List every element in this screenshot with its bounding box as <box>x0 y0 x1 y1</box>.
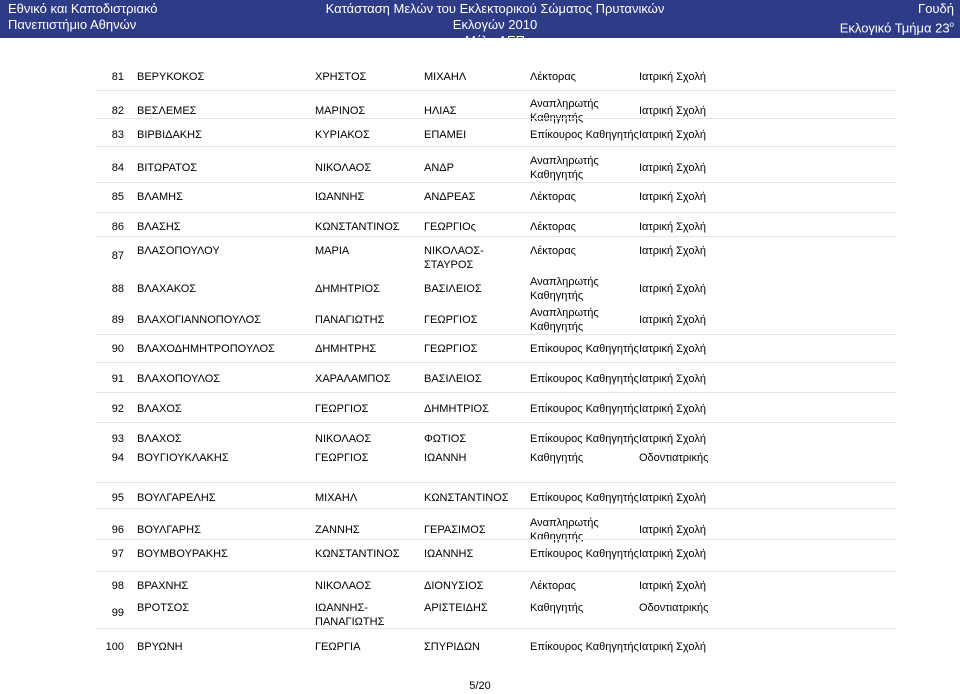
first-name: ΚΩΝΣΤΑΝΤΙΝΟΣ <box>315 221 400 233</box>
father-name: ΣΠΥΡΙΔΩΝ <box>424 641 480 653</box>
last-name: ΒΡΑΧΝΗΣ <box>137 580 189 592</box>
polling-section-ordinal: ο <box>949 20 954 29</box>
row-number: 86 <box>111 221 124 233</box>
last-name: ΒΟΥΜΒΟΥΡΑΚΗΣ <box>137 548 228 560</box>
first-name: ΚΥΡΙΑΚΟΣ <box>315 129 370 141</box>
university-name <box>8 1 158 33</box>
row-divider <box>96 482 896 483</box>
school: Ιατρική Σχολή <box>639 245 706 257</box>
row-divider <box>96 182 896 183</box>
row-number: 87 <box>111 250 124 262</box>
school: Ιατρική Σχολή <box>639 548 706 560</box>
rank: Καθηγητής <box>530 452 584 464</box>
father-name: ΜΙΧΑΗΛ <box>424 71 467 83</box>
row-number: 96 <box>111 524 124 536</box>
row-number: 97 <box>111 548 124 560</box>
document-title-line2: Μέλη ΔΕΠ <box>465 33 525 48</box>
page-number: 5/20 <box>469 680 491 692</box>
first-name: ΜΙΧΑΗΛ <box>315 492 358 504</box>
rank: Λέκτορας <box>530 191 576 203</box>
university-name-line2: Πανεπιστήμιο Αθηνών <box>8 17 137 32</box>
school: Ιατρική Σχολή <box>639 71 706 83</box>
page-header <box>0 0 960 48</box>
last-name: ΒΕΡΥΚΟΚΟΣ <box>137 71 205 83</box>
first-name: ΙΩΑΝΝΗΣ- <box>315 602 368 614</box>
first-name: ΧΑΡΑΛΑΜΠΟΣ <box>315 373 391 385</box>
row-number: 89 <box>111 314 124 326</box>
last-name: ΒΛΑΜΗΣ <box>137 191 183 203</box>
row-divider <box>96 90 896 91</box>
father-name: ΗΛΙΑΣ <box>424 105 457 117</box>
first-name: ΓΕΩΡΓΙΟΣ <box>315 452 369 464</box>
document-title <box>300 1 690 49</box>
rank: Επίκουρος Καθηγητής <box>530 403 639 415</box>
first-name: ΝΙΚΟΛΑΟΣ <box>315 580 372 592</box>
rank-continuation: Καθηγητής <box>530 290 584 302</box>
rank: Επίκουρος Καθηγητής <box>530 343 639 355</box>
school: Ιατρική Σχολή <box>639 343 706 355</box>
rank-continuation: Καθηγητής <box>530 321 584 333</box>
school: Ιατρική Σχολή <box>639 162 706 174</box>
school: Ιατρική Σχολή <box>639 129 706 141</box>
row-number: 98 <box>111 580 124 592</box>
row-divider <box>96 362 896 363</box>
row-number: 88 <box>111 283 124 295</box>
school: Ιατρική Σχολή <box>639 492 706 504</box>
school: Ιατρική Σχολή <box>639 580 706 592</box>
father-name: ΔΗΜΗΤΡΙΟΣ <box>424 403 489 415</box>
row-divider <box>96 422 896 423</box>
father-name: ΓΕΡΑΣΙΜΟΣ <box>424 524 486 536</box>
last-name: ΒΟΥΛΓΑΡΕΛΗΣ <box>137 492 216 504</box>
father-name: ΙΩΑΝΝΗΣ <box>424 548 474 560</box>
row-divider <box>96 508 896 509</box>
school: Ιατρική Σχολή <box>639 373 706 385</box>
first-name: ΙΩΑΝΝΗΣ <box>315 191 365 203</box>
rank: Καθηγητής <box>530 602 584 614</box>
row-divider <box>96 628 896 629</box>
first-name: ΚΩΝΣΤΑΝΤΙΝΟΣ <box>315 548 400 560</box>
row-number: 90 <box>111 343 124 355</box>
last-name: ΒΛΑΧΟΔΗΜΗΤΡΟΠΟΥΛΟΣ <box>137 343 275 355</box>
rank-continuation: Καθηγητής <box>530 531 584 543</box>
school: Οδοντιατρικής <box>639 452 709 464</box>
last-name: ΒΛΑΧΟΓΙΑΝΝΟΠΟΥΛΟΣ <box>137 314 261 326</box>
row-divider <box>96 212 896 213</box>
last-name: ΒΛΑΧΟΣ <box>137 433 182 445</box>
row-number: 81 <box>111 71 124 83</box>
first-name: ΠΑΝΑΓΙΩΤΗΣ <box>315 314 385 326</box>
first-name: ΔΗΜΗΤΡΗΣ <box>315 343 377 355</box>
first-continuation: ΠΑΝΑΓΙΩΤΗΣ <box>315 616 385 628</box>
document-title-line1: Κατάσταση Μελών του Εκλεκτορικού Σώματος Πρυτανικών Εκλογών 2010 <box>325 1 665 32</box>
row-number: 82 <box>111 105 124 117</box>
row-divider <box>96 334 896 335</box>
polling-location: Γουδή <box>918 1 954 16</box>
row-number: 93 <box>111 433 124 445</box>
rank: Αναπληρωτής <box>530 98 599 110</box>
last-name: ΒΛΑΣΗΣ <box>137 221 181 233</box>
father-name: ΒΑΣΙΛΕΙΟΣ <box>424 283 482 295</box>
last-name: ΒΟΥΓΙΟΥΚΛΑΚΗΣ <box>137 452 229 464</box>
rank: Επίκουρος Καθηγητής <box>530 373 639 385</box>
row-number: 83 <box>111 129 124 141</box>
father-name: ΓΕΩΡΓΙΟΣ <box>424 343 478 355</box>
father-name: ΚΩΝΣΤΑΝΤΙΝΟΣ <box>424 492 509 504</box>
row-number: 99 <box>111 607 124 619</box>
rank: Επίκουρος Καθηγητής <box>530 492 639 504</box>
school: Ιατρική Σχολή <box>639 524 706 536</box>
last-name: ΒΕΣΛΕΜΕΣ <box>137 105 197 117</box>
school: Ιατρική Σχολή <box>639 433 706 445</box>
row-divider <box>96 118 896 119</box>
last-name: ΒΛΑΧΟΣ <box>137 403 182 415</box>
father-name: ΓΕΩΡΓΙΟΣ <box>424 314 478 326</box>
row-divider <box>96 236 896 237</box>
row-divider <box>96 571 896 572</box>
row-number: 92 <box>111 403 124 415</box>
father-name: ΕΠΑΜΕΙ <box>424 129 467 141</box>
last-name: ΒΟΥΛΓΑΡΗΣ <box>137 524 201 536</box>
rank-continuation: Καθηγητής <box>530 169 584 181</box>
father-name: ΔΙΟΝΥΣΙΟΣ <box>424 580 484 592</box>
first-name: ΖΑΝΝΗΣ <box>315 524 360 536</box>
rank: Επίκουρος Καθηγητής <box>530 129 639 141</box>
first-name: ΝΙΚΟΛΑΟΣ <box>315 433 372 445</box>
last-name: ΒΡΟΤΣΟΣ <box>137 602 190 614</box>
father-name: ΦΩΤΙΟΣ <box>424 433 467 445</box>
first-name: ΝΙΚΟΛΑΟΣ <box>315 162 372 174</box>
rank: Επίκουρος Καθηγητής <box>530 641 639 653</box>
row-divider <box>96 146 896 147</box>
school: Ιατρική Σχολή <box>639 403 706 415</box>
first-name: ΜΑΡΙΑ <box>315 245 350 257</box>
rank: Αναπληρωτής <box>530 517 599 529</box>
school: Ιατρική Σχολή <box>639 105 706 117</box>
school: Ιατρική Σχολή <box>639 314 706 326</box>
father-name: ΝΙΚΟΛΑΟΣ- <box>424 245 484 257</box>
father-name: ΒΑΣΙΛΕΙΟΣ <box>424 373 482 385</box>
first-name: ΓΕΩΡΓΙΑ <box>315 641 361 653</box>
rank: Λέκτορας <box>530 580 576 592</box>
row-number: 100 <box>105 641 124 653</box>
row-number: 84 <box>111 162 124 174</box>
rank: Αναπληρωτής <box>530 155 599 167</box>
last-name: ΒΡΥΩΝΗ <box>137 641 183 653</box>
father-name: ΑΝΔΡ <box>424 162 454 174</box>
row-number: 91 <box>111 373 124 385</box>
row-divider <box>96 539 896 540</box>
last-name: ΒΛΑΧΟΠΟΥΛΟΣ <box>137 373 221 385</box>
father-name: ΙΩΑΝΝΗ <box>424 452 467 464</box>
rank: Αναπληρωτής <box>530 307 599 319</box>
polling-section-label: Εκλογικό Τμήμα 23 <box>839 20 950 36</box>
father-continuation: ΣΤΑΥΡΟΣ <box>424 259 474 271</box>
rank: Λέκτορας <box>530 221 576 233</box>
father-name: ΑΡΙΣΤΕΙΔΗΣ <box>424 602 488 614</box>
row-number: 94 <box>111 452 124 464</box>
school: Ιατρική Σχολή <box>639 641 706 653</box>
school: Ιατρική Σχολή <box>639 283 706 295</box>
rank: Επίκουρος Καθηγητής <box>530 433 639 445</box>
first-name: ΧΡΗΣΤΟΣ <box>315 71 367 83</box>
school: Ιατρική Σχολή <box>639 191 706 203</box>
last-name: ΒΛΑΣΟΠΟΥΛΟΥ <box>137 245 220 257</box>
first-name: ΔΗΜΗΤΡΙΟΣ <box>315 283 380 295</box>
last-name: ΒΛΑΧΑΚΟΣ <box>137 283 197 295</box>
first-name: ΜΑΡΙΝΟΣ <box>315 105 366 117</box>
last-name: ΒΙΡΒΙΔΑΚΗΣ <box>137 129 202 141</box>
row-number: 95 <box>111 492 124 504</box>
polling-section <box>840 17 954 36</box>
school: Οδοντιατρικής <box>639 602 709 614</box>
first-name: ΓΕΩΡΓΙΟΣ <box>315 403 369 415</box>
rank: Αναπληρωτής <box>530 276 599 288</box>
father-name: ΑΝΔΡΕΑΣ <box>424 191 476 203</box>
rank: Λέκτορας <box>530 245 576 257</box>
father-name: ΓΕΩΡΓΙΟς <box>424 221 476 233</box>
polling-station <box>840 1 954 36</box>
school: Ιατρική Σχολή <box>639 221 706 233</box>
rank-continuation: Καθηγητής <box>530 112 584 124</box>
row-divider <box>96 392 896 393</box>
rank: Επίκουρος Καθηγητής <box>530 548 639 560</box>
row-number: 85 <box>111 191 124 203</box>
rank: Λέκτορας <box>530 71 576 83</box>
last-name: ΒΙΤΩΡΑΤΟΣ <box>137 162 198 174</box>
university-name-line1: Εθνικό και Καποδιστριακό <box>8 1 158 16</box>
